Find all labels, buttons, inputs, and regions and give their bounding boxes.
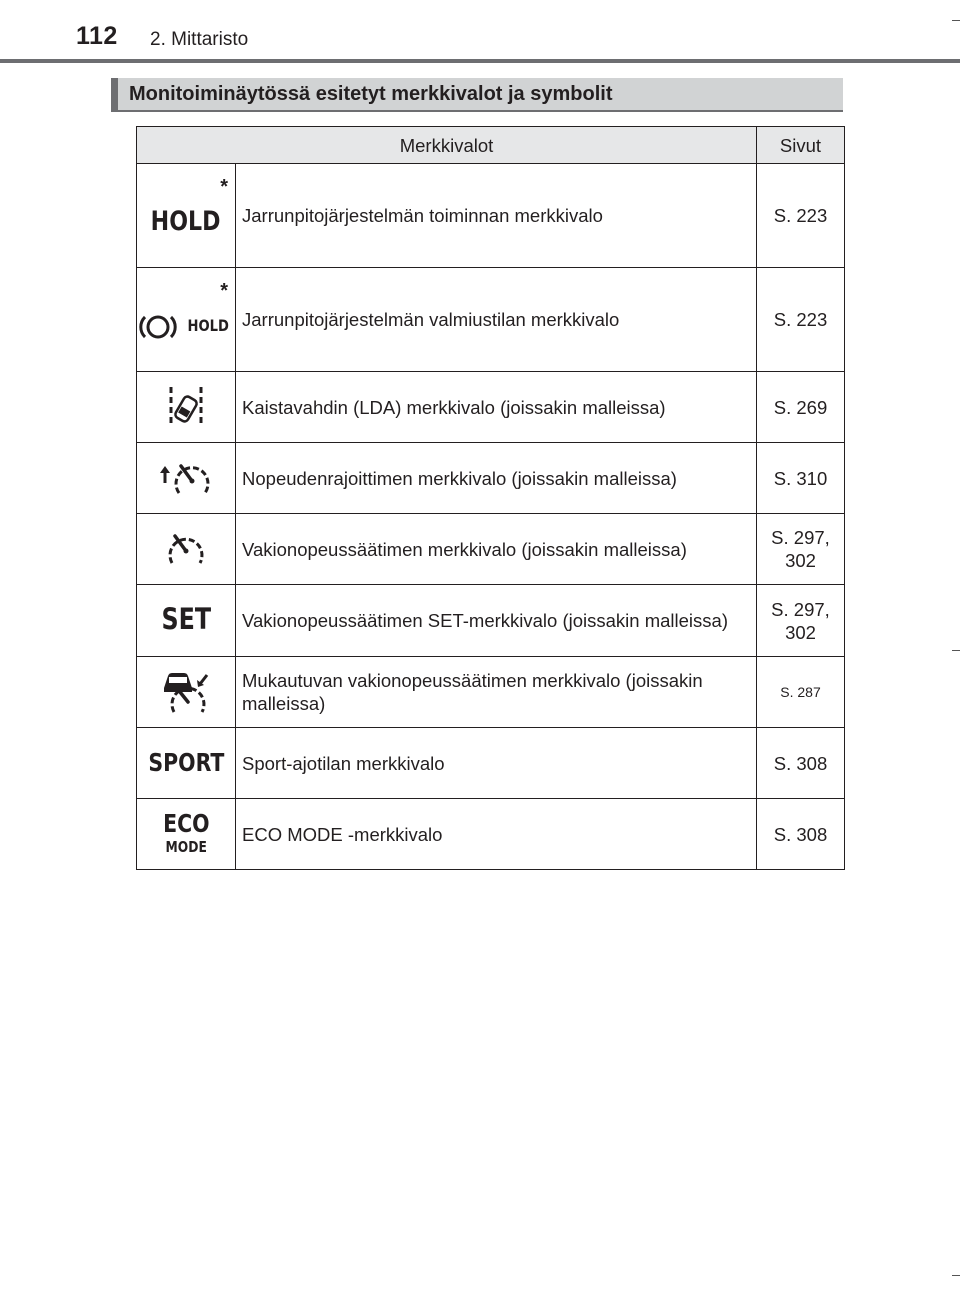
icon-cell xyxy=(137,268,236,372)
icon-cell xyxy=(137,443,236,514)
page-reference-line2: 302 xyxy=(785,621,816,643)
column-header-pages: Sivut xyxy=(757,127,845,164)
column-header-indicators: Merkkivalot xyxy=(137,127,757,164)
brake-circle-icon xyxy=(138,312,178,342)
table-row xyxy=(137,372,845,443)
section-heading xyxy=(111,78,843,112)
description: ECO MODE -merkkivalo xyxy=(236,799,757,870)
page-reference: S. 310 xyxy=(757,443,845,514)
hold-standby-icon xyxy=(137,312,235,342)
hold-icon: HOLD xyxy=(151,206,221,237)
description: Vakionopeussäätimen SET-merkkivalo (joissakin malleissa) xyxy=(236,585,757,657)
icon-cell xyxy=(137,514,236,585)
description: Vakionopeussäätimen merkkivalo (joissakin malleissa) xyxy=(236,514,757,585)
lane-departure-icon xyxy=(166,385,206,429)
description: Jarrunpitojärjestelmän valmiustilan merkkivalo xyxy=(236,268,757,372)
table-row xyxy=(137,514,845,585)
table-row xyxy=(137,657,845,728)
page-reference: S. 223 xyxy=(757,268,845,372)
footnote-asterisk: * xyxy=(220,176,228,198)
icon-cell xyxy=(137,657,236,728)
hold-label: HOLD xyxy=(187,316,230,336)
icon-cell xyxy=(137,372,236,443)
indicator-table xyxy=(136,126,845,870)
table-row xyxy=(137,268,845,372)
margin-tick xyxy=(952,650,960,651)
page-reference: S. 308 xyxy=(757,799,845,870)
page-reference: S. 269 xyxy=(757,372,845,443)
margin-tick xyxy=(952,1275,960,1276)
cruise-control-icon xyxy=(164,531,208,567)
mode-label: MODE xyxy=(165,837,207,856)
page-reference xyxy=(757,514,845,585)
page-reference-line1: S. 297, xyxy=(771,598,830,620)
sport-icon: SPORT xyxy=(147,747,225,777)
page-reference: S. 287 xyxy=(757,657,845,728)
margin-tick xyxy=(952,20,960,21)
section-heading-text: Monitoiminäytössä esitetyt merkkivalot ja symbolit xyxy=(129,83,613,105)
page-reference: S. 223 xyxy=(757,164,845,268)
icon-cell xyxy=(137,585,236,657)
set-icon: SET xyxy=(161,601,211,636)
page-reference: S. 308 xyxy=(757,728,845,799)
chapter-title: 2. Mittaristo xyxy=(150,29,249,50)
heading-bar xyxy=(111,78,118,110)
icon-cell xyxy=(137,728,236,799)
table-row xyxy=(137,799,845,870)
icon-cell xyxy=(137,799,236,870)
description: Nopeudenrajoittimen merkkivalo (joissakin malleissa) xyxy=(236,443,757,514)
speed-limiter-icon xyxy=(159,459,213,497)
description: Sport-ajotilan merkkivalo xyxy=(236,728,757,799)
page-reference-line1: S. 297, xyxy=(771,527,830,548)
eco-mode-icon xyxy=(137,808,235,856)
icon-cell xyxy=(137,164,236,268)
header-rule xyxy=(0,59,960,63)
adaptive-cruise-icon xyxy=(160,670,212,714)
page-reference xyxy=(757,585,845,657)
description: Jarrunpitojärjestelmän toiminnan merkkivalo xyxy=(236,164,757,268)
page-reference-line2: 302 xyxy=(785,550,816,571)
table-row xyxy=(137,585,845,657)
page-number: 112 xyxy=(76,22,118,50)
description: Kaistavahdin (LDA) merkkivalo (joissakin malleissa) xyxy=(236,372,757,443)
table-header-row xyxy=(137,127,845,164)
table-row xyxy=(137,164,845,268)
description: Mukautuvan vakionopeussäätimen merkkivalo (joissakin malleissa) xyxy=(236,657,757,728)
table-row xyxy=(137,443,845,514)
footnote-asterisk: * xyxy=(220,280,228,302)
eco-label: ECO xyxy=(162,808,210,838)
table-row xyxy=(137,728,845,799)
